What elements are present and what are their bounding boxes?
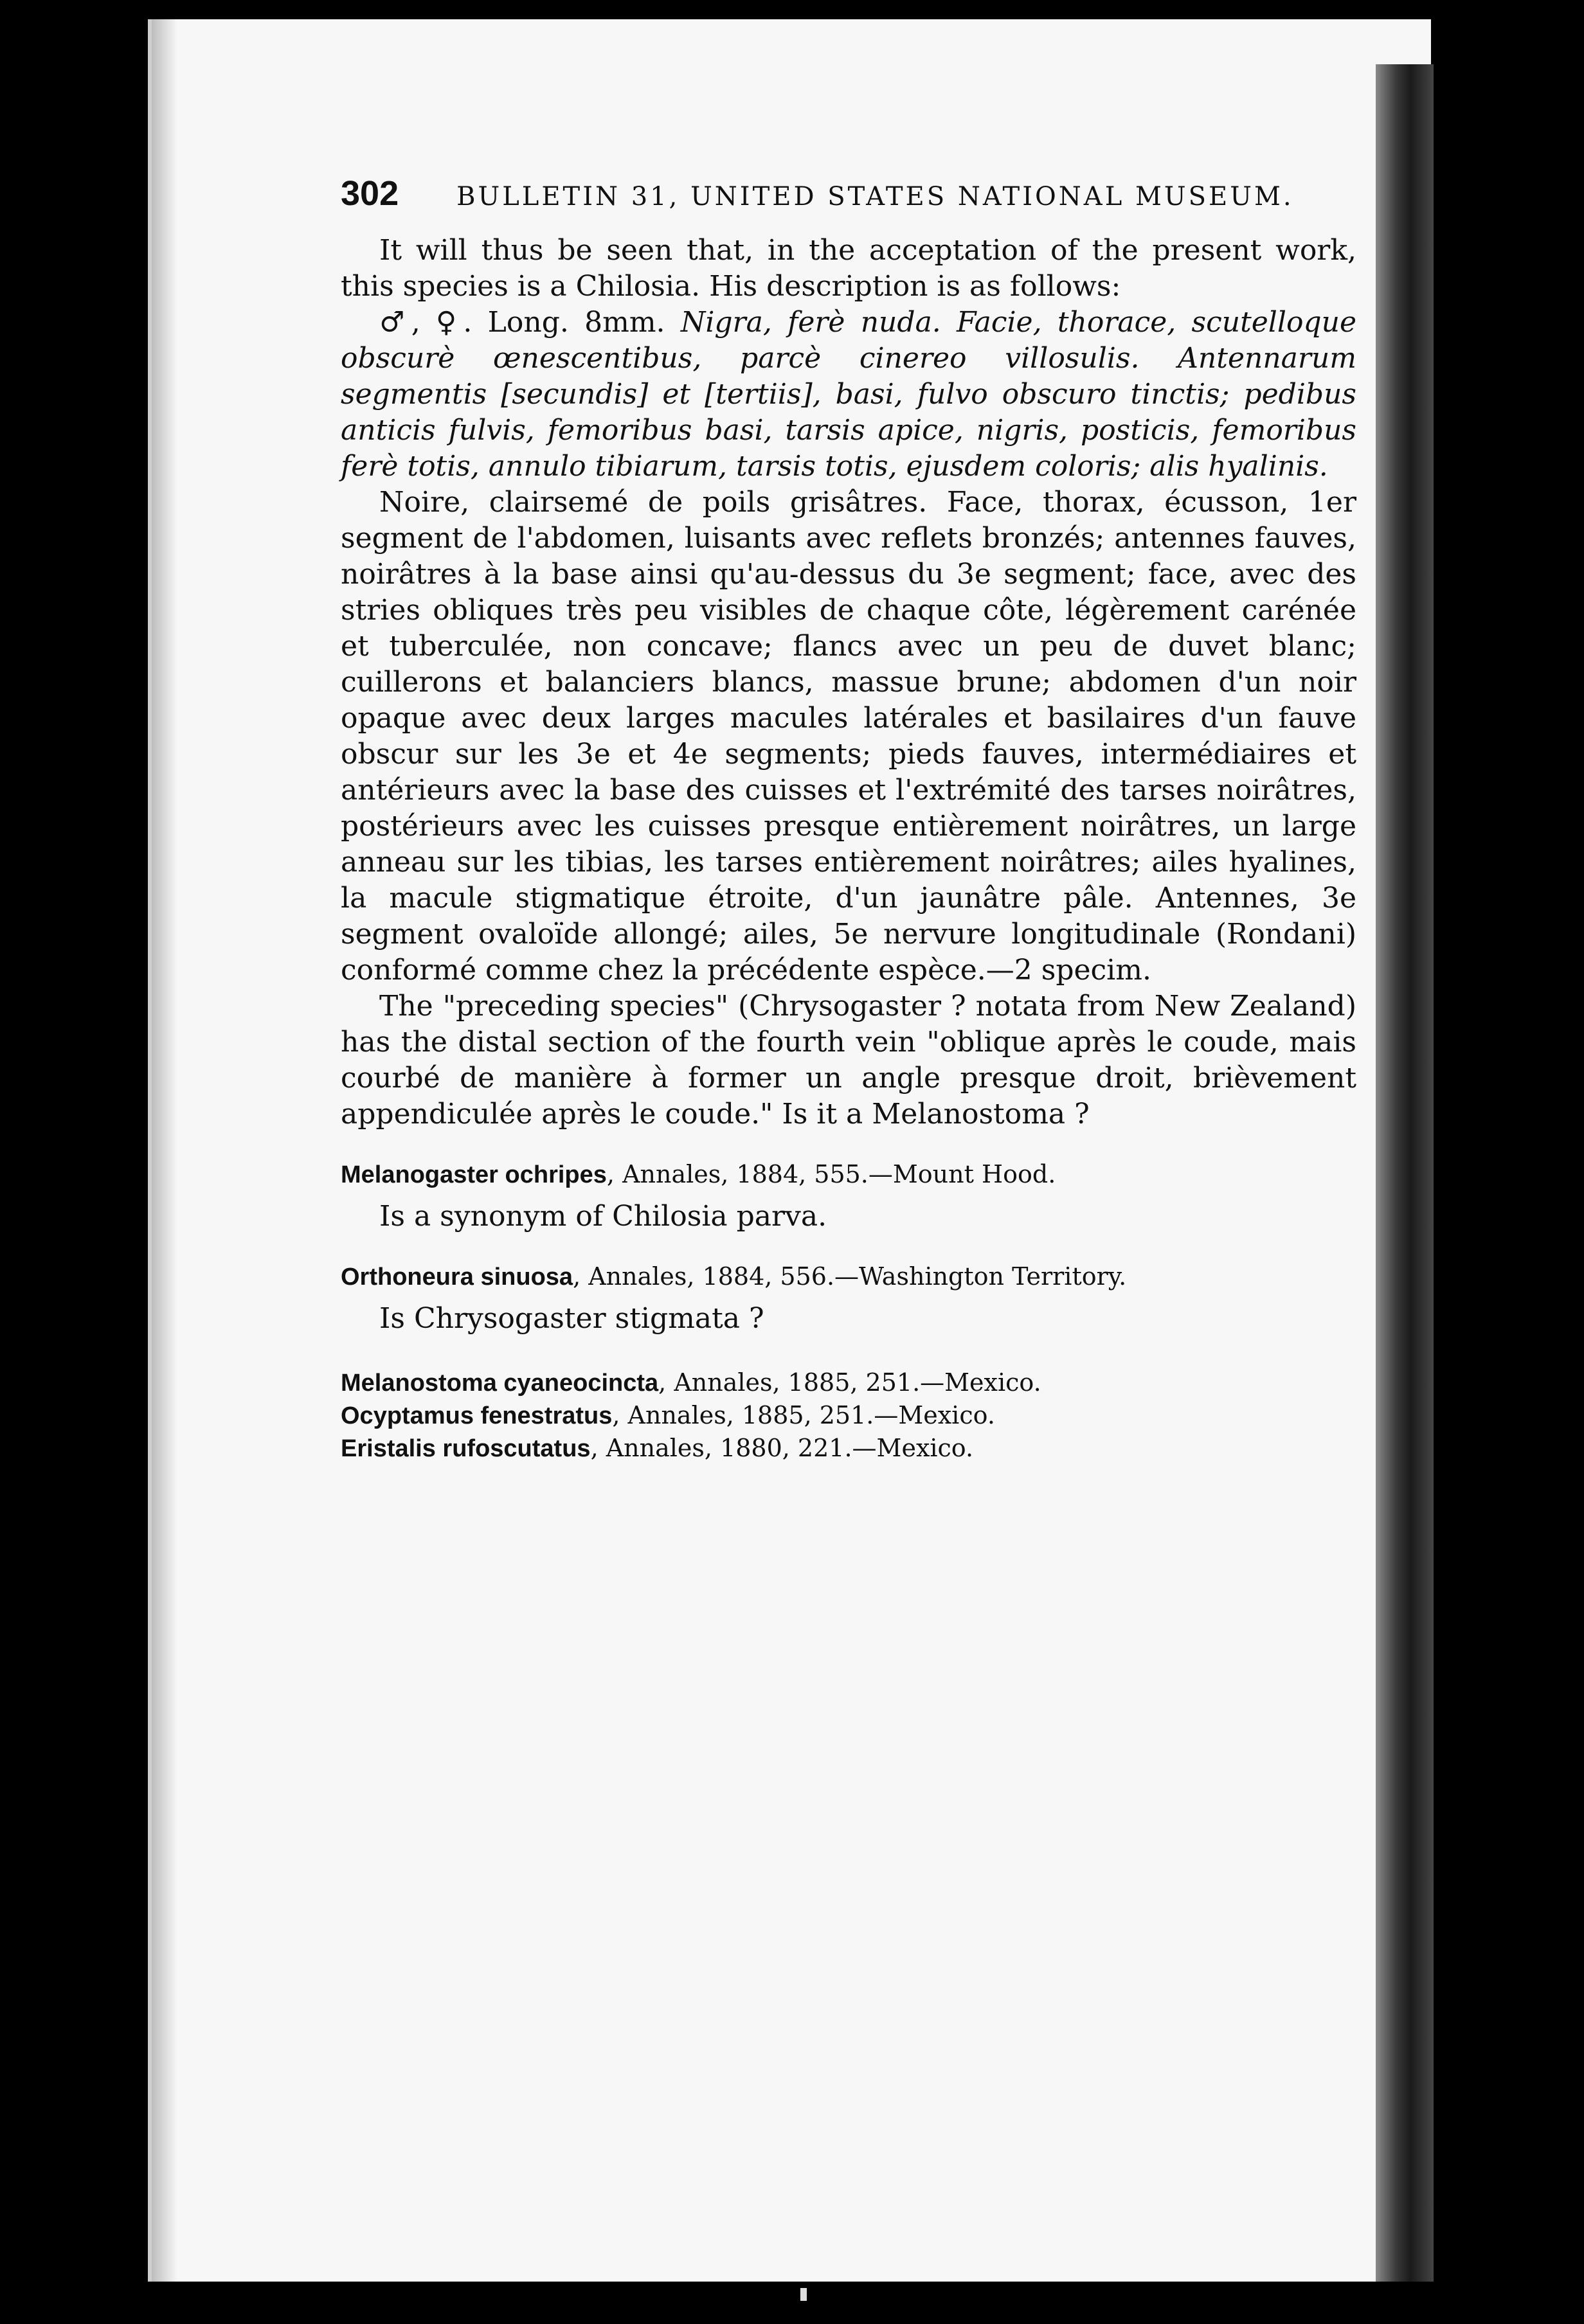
entry-note: Is Chrysogaster stigmata ? bbox=[379, 1302, 764, 1335]
mexico-entries bbox=[341, 1366, 1356, 1465]
entry-name: Melanostoma cyaneocincta bbox=[341, 1370, 659, 1397]
latin-description bbox=[341, 305, 1356, 485]
entry-melanostoma bbox=[341, 1366, 1356, 1399]
page-number: 302 bbox=[341, 174, 399, 213]
scan-artifact bbox=[800, 2288, 807, 2301]
paragraph-preceding-species: The "preceding species" (Chrysogaster ? notata from New Zealand) has the distal section of the fourth vein "oblique après le coude, mais courbé de manière à former un angle presque droit, brièvement appendiculée après le coude." Is it a Melanostoma ? bbox=[341, 990, 1356, 1131]
latin-prefix: ♂, ♀. Long. 8mm. bbox=[379, 306, 665, 339]
entry-name: Ocyptamus fenestratus bbox=[341, 1402, 613, 1429]
entry-note: Is a synonym of Chilosia parva. bbox=[379, 1200, 827, 1233]
gutter-shadow bbox=[152, 19, 177, 2282]
entry-ref: , Annales, 1880, 221.—Mexico. bbox=[590, 1434, 974, 1462]
paragraph-intro: It will thus be seen that, in the acceptation of the present work, this species is a Chilosia. His description is as follows: bbox=[341, 234, 1356, 303]
entry-ref: , Annales, 1884, 555.—Mount Hood. bbox=[606, 1160, 1056, 1188]
latin-text: Nigra, ferè nuda. Facie, thorace, scutelloque obscurè œnescentibus, parcè cinereo villosulis. Antennarum segmentis [secundis] et [tertiis], basi, fulvo obscuro tinctis; pedibus anticis fulvis, femoribus basi, tarsis apice, nigris, posticis, femoribus ferè totis, annulo tibiarum, tarsis totis, ejusdem coloris; alis hyalinis. bbox=[341, 306, 1356, 483]
french-description: Noire, clairsemé de poils grisâtres. Face, thorax, écusson, 1er segment de l'abdomen, luisants avec reflets bronzés; antennes fauves, noirâtres à la base ainsi qu'au-dessus du 3e segment; face, avec des stries obliques très peu visibles de chaque côte, légèrement carénée et tuberculée, non concave; flancs avec un peu de duvet blanc; cuillerons et balanciers blancs, massue brune; abdomen d'un noir opaque avec deux larges macules latérales et basilaires d'un fauve obscur sur les 3e et 4e segments; pieds fauves, intermédiaires et antérieurs avec la base des cuisses et l'extrémité des tarses noirâtres, postérieurs avec les cuisses presque entièrement noirâtres, un large anneau sur les tibias, les tarses entièrement noirâtres; ailes hyalines, la macule stigmatique étroite, d'un jaunâtre pâle. Antennes, 3e segment ovaloïde allongé; ailes, 5e nervure longitudinale (Rondani) conformé comme chez la précédente espèce.—2 specim. bbox=[341, 486, 1356, 987]
page-content bbox=[341, 174, 1356, 1465]
entry-melanogaster bbox=[341, 1158, 1356, 1191]
entry-name: Eristalis rufoscutatus bbox=[341, 1435, 591, 1462]
running-title: BULLETIN 31, UNITED STATES NATIONAL MUSEUM. bbox=[456, 182, 1294, 211]
page-header bbox=[341, 174, 1356, 213]
entry-orthoneura bbox=[341, 1260, 1356, 1293]
entry-eristalis bbox=[341, 1432, 1356, 1465]
page-edge-stack bbox=[1376, 64, 1434, 2282]
entry-ref: , Annales, 1884, 556.—Washington Territory. bbox=[573, 1262, 1127, 1291]
entry-ocyptamus bbox=[341, 1399, 1356, 1432]
entry-ref: , Annales, 1885, 251.—Mexico. bbox=[612, 1401, 995, 1429]
entry-name: Melanogaster ochripes bbox=[341, 1161, 607, 1188]
entry-ref: , Annales, 1885, 251.—Mexico. bbox=[658, 1368, 1041, 1397]
entry-name: Orthoneura sinuosa bbox=[341, 1264, 573, 1291]
